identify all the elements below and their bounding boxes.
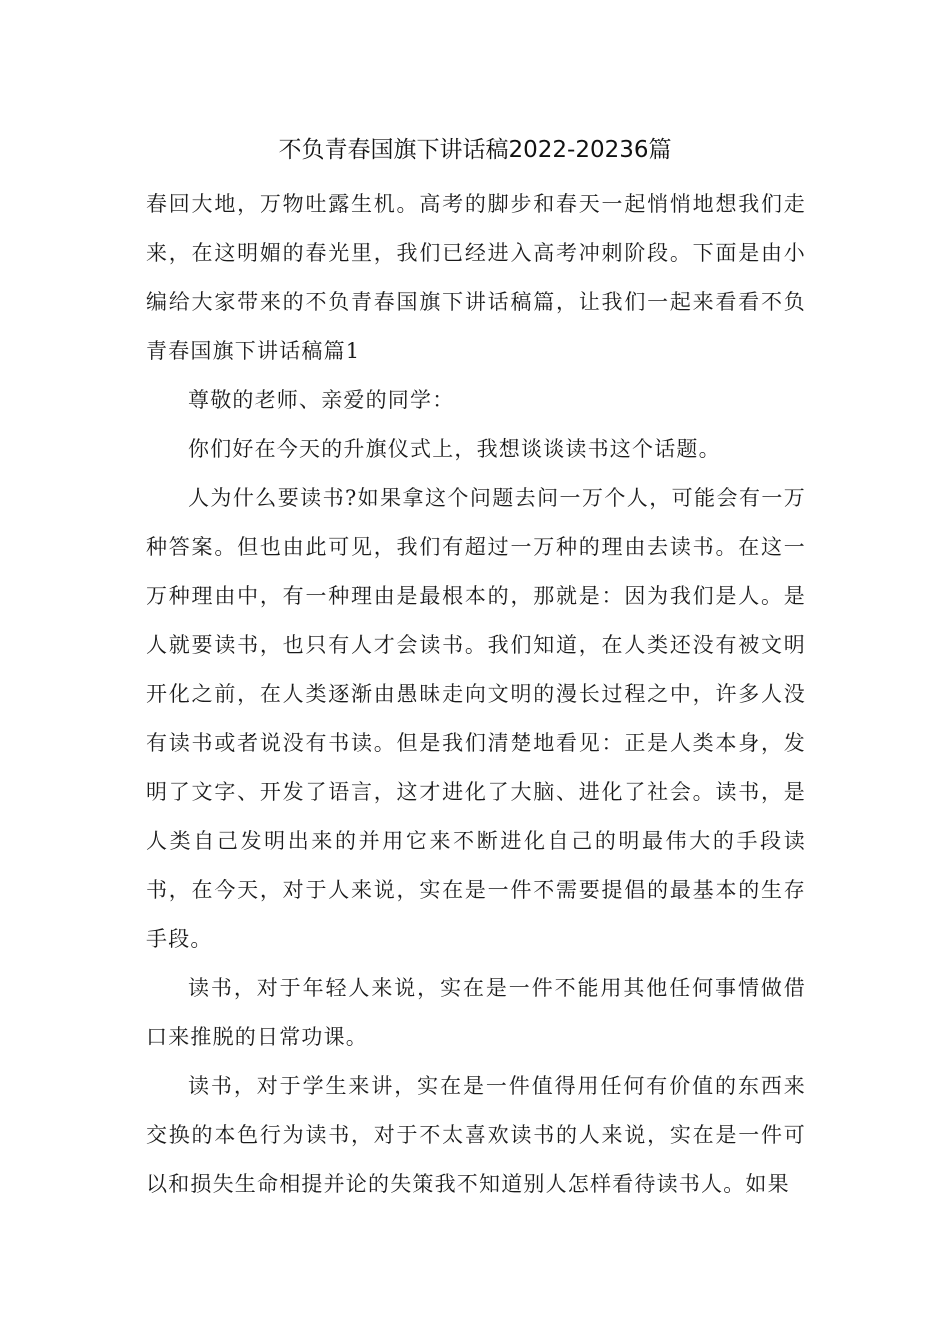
- paragraph-greeting: 你们好在今天的升旗仪式上，我想谈谈读书这个话题。: [188, 437, 721, 461]
- document-body: [146, 180, 806, 1209]
- paragraph-why-read: 人为什么要读书?如果拿这个问题去问一万个人，可能会有一万种答案。但也由此可见，我们有超过一万种的理由去读书。在这一万种理由中，有一种理由是最根本的，那就是：因为我们是人。是人就要读书，也只有人才会读书。我们知道，在人类还没有被文明开化之前，在人类逐渐由愚昧走向文明的漫长过程之中，许多人没有读书或者说没有书读。但是我们清楚地看见：正是人类本身，发明了文字、开发了语言，这才进化了大脑、进化了社会。读书，是人类自己发明出来的并用它来不断进化自己的明最伟大的手段读书，在今天，对于人来说，实在是一件不需要提倡的最基本的生存手段。: [146, 486, 806, 951]
- paragraph-intro: 春回大地，万物吐露生机。高考的脚步和春天一起悄悄地想我们走来，在这明媚的春光里，我们已经进入高考冲刺阶段。下面是由小编给大家带来的不负青春国旗下讲话稿篇，让我们一起来看看不负青春国旗下讲话稿篇1: [146, 192, 806, 363]
- document-title: 不负青春国旗下讲话稿2022-20236篇: [278, 137, 672, 163]
- paragraph-young-people: 读书，对于年轻人来说，实在是一件不能用其他任何事情做借口来推脱的日常功课。: [146, 976, 806, 1049]
- paragraph-salutation: 尊敬的老师、亲爱的同学：: [188, 388, 455, 412]
- paragraph-students: 读书，对于学生来讲，实在是一件值得用任何有价值的东西来交换的本色行为读书，对于不太喜欢读书的人来说，实在是一件可以和损失生命相提并论的失策我不知道别人怎样看待读书人。如果: [146, 1074, 806, 1196]
